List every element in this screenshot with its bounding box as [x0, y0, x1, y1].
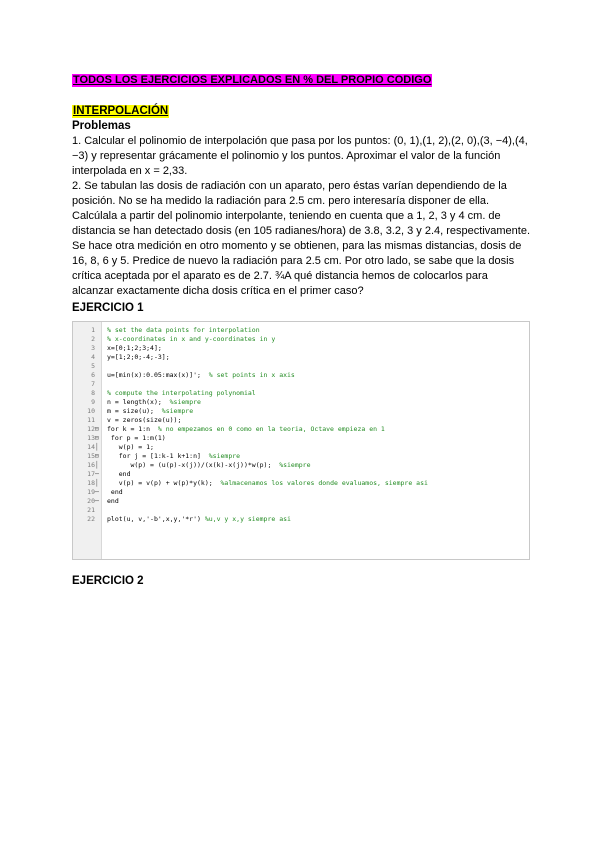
code-line: [73, 452, 529, 461]
code-line: [73, 506, 529, 515]
code-text: end: [107, 488, 123, 496]
code-text: w(p) = 1;: [107, 443, 154, 451]
code-line: [73, 515, 529, 524]
line-number: 14: [87, 443, 95, 451]
code-line: [73, 443, 529, 452]
code-text: plot(u, v,'-b',x,y,'*r'): [107, 515, 205, 523]
problems-label: Problemas: [72, 120, 131, 132]
fold-marker: │: [95, 479, 99, 487]
line-number: 8: [91, 389, 95, 397]
fold-marker: ─: [95, 488, 99, 496]
fold-marker: ⊟: [95, 452, 99, 460]
code-text: for k = 1:n: [107, 425, 158, 433]
code-text: n = length(x);: [107, 398, 170, 406]
code-text: x=[0;1;2;3;4];: [107, 344, 162, 352]
line-number: 3: [91, 344, 95, 352]
code-text: v(p) = v(p) + w(p)*y(k);: [107, 479, 221, 487]
code-line: [73, 353, 529, 362]
line-number: 17: [87, 470, 95, 478]
line-number: 6: [91, 371, 95, 379]
code-line: [73, 335, 529, 344]
code-line: [73, 362, 529, 371]
line-number: 9: [91, 398, 95, 406]
code-line: [73, 326, 529, 335]
code-line: [73, 344, 529, 353]
code-line: [73, 461, 529, 470]
code-line: [73, 497, 529, 506]
code-line: [73, 389, 529, 398]
code-comment: % set the data points for interpolation: [107, 326, 260, 334]
line-number: 15: [87, 452, 95, 460]
line-number: 19: [87, 488, 95, 496]
line-number: 18: [87, 479, 95, 487]
line-number: 22: [87, 515, 95, 523]
line-number: 11: [87, 416, 95, 424]
fold-marker: ⊟: [95, 434, 99, 442]
code-text: y=[1;2;0;-4;-3];: [107, 353, 170, 361]
code-line: [73, 470, 529, 479]
code-comment: % compute the interpolating polynomial: [107, 389, 256, 397]
code-line: [73, 407, 529, 416]
line-number: 16: [87, 461, 95, 469]
code-text: w(p) = (u(p)-x(j))/(x(k)-x(j))*w(p);: [107, 461, 280, 469]
code-text: m = size(u);: [107, 407, 162, 415]
line-number: 20: [87, 497, 95, 505]
code-comment: %siempre: [169, 398, 201, 406]
code-line: [73, 371, 529, 380]
line-number: 1: [91, 326, 95, 334]
exercise-2-heading: EJERCICIO 2: [72, 575, 144, 587]
exercise-1-heading: EJERCICIO 1: [72, 302, 144, 314]
line-number: 2: [91, 335, 95, 343]
fold-marker: ⊟: [95, 425, 99, 433]
code-comment: %siempre: [279, 461, 311, 469]
code-line: [73, 416, 529, 425]
code-text: u=[min(x):0.05:max(x)]';: [107, 371, 209, 379]
fold-marker: ─: [95, 470, 99, 478]
fold-marker: │: [95, 443, 99, 451]
code-comment: %siempre: [208, 452, 241, 460]
code-text: for p = 1:m(1): [107, 434, 166, 442]
code-text: end: [107, 497, 119, 505]
line-number: 4: [91, 353, 95, 361]
code-comment: %siempre: [161, 407, 194, 415]
line-number: 13: [87, 434, 95, 442]
code-line: [73, 479, 529, 488]
line-number: 12: [87, 425, 95, 433]
code-line: [73, 425, 529, 434]
fold-marker: ─: [95, 497, 99, 505]
line-number: 5: [91, 362, 95, 370]
problem-2-text: 2. Se tabulan las dosis de radiación con un aparato, pero éstas varían dependiendo de la posición. No se ha medido la radiación para 2.5 cm. pero interesaría disponer de ella. Calcúlala a partir del polinomio interpolante, teniendo en cuenta que a 1, 2, 3 y 4 cm. de distancia se han detectado dosis (en 105 radianes/hora) de 3.8, 3.2, 3 y 2.4, respectivamente. Se hace otra medición en otro momento y se obtienen, para las mismas distancias, dosis de 16, 8, 6 y 5. Predice de nuevo la radiación para 2.5 cm. Por otro lado, se sabe que la dosis crítica aceptada por el aparato es de 2.7. ¾A qué distancia hemos de colocarlos para alcanzar exactamente dicha dosis crítica en el primer caso?: [72, 180, 531, 297]
line-number: 10: [87, 407, 95, 415]
code-line: [73, 488, 529, 497]
code-screenshot: [72, 321, 530, 560]
line-number: 7: [91, 380, 95, 388]
document-title: TODOS LOS EJERCICIOS EXPLICADOS EN % DEL PROPIO CODIGO: [73, 74, 432, 86]
code-line: [73, 380, 529, 389]
code-comment: % set points in x axis: [208, 371, 295, 379]
code-text: v = zeros(size(u));: [107, 416, 182, 424]
line-number: 21: [87, 506, 95, 514]
code-text: for j = [1:k-1 k+1:n]: [107, 452, 209, 460]
code-comment: % no empezamos en 0 como en la teoria, Octave empieza en 1: [157, 425, 385, 433]
code-comment: %almacenamos los valores donde evaluamos, siempre asi: [220, 479, 428, 487]
code-text: end: [107, 470, 131, 478]
problem-1-text: 1. Calcular el polinomio de interpolación que pasa por los puntos: (0, 1),(1, 2),(2, 0),(3, −4),(4, −3) y representar grácamente el polinomio y los puntos. Aproximar el valor de la función interpolada en x = 2,33.: [72, 135, 528, 177]
fold-marker: │: [95, 461, 99, 469]
code-line: [73, 434, 529, 443]
code-line: [73, 398, 529, 407]
code-comment: % x-coordinates in x and y-coordinates in y: [107, 335, 276, 343]
document-body: [72, 70, 530, 316]
section-heading: INTERPOLACIÓN: [73, 105, 169, 117]
code-lines: [73, 326, 529, 524]
code-comment: %u,v y x,y siempre asi: [204, 515, 291, 523]
